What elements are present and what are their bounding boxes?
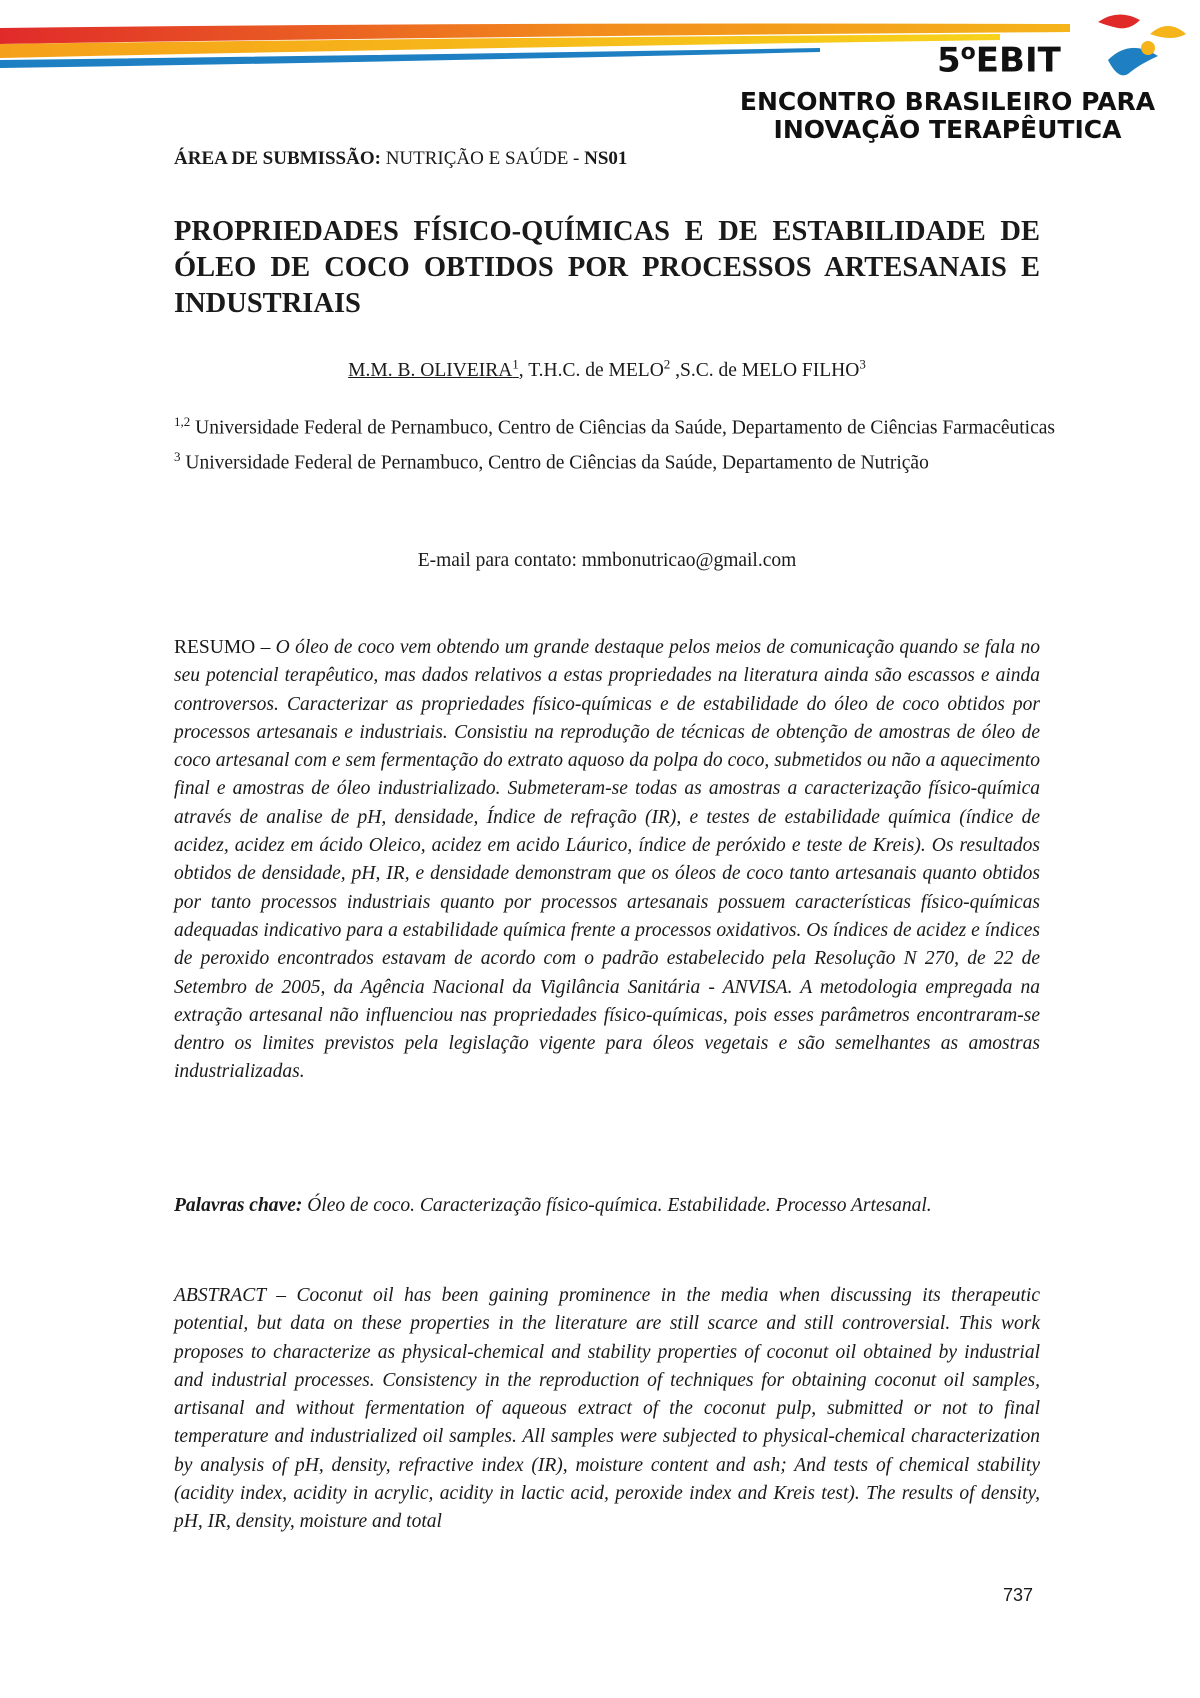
- event-code: 5$^o$EBIT: [937, 40, 1061, 81]
- author-2: , T.H.C. de MELO$^2$: [518, 356, 671, 381]
- affiliation-1: $^{1,2}$ Universidade Federal de Pernambuco, Centro de Ciências da Saúde, Departamento de Ciências Farmacêuticas: [174, 414, 1055, 439]
- ebit-logo-icon: [1098, 14, 1186, 75]
- affiliation-2: $^3$ Universidade Federal de Pernambuco, Centro de Ciências da Saúde, Departamento de Nutrição: [174, 448, 929, 473]
- abstract-lead: ABSTRACT –: [174, 1285, 297, 1306]
- event-name-line1: ENCONTRO BRASILEIRO PARA: [739, 87, 1156, 116]
- abstract: [174, 1282, 1040, 1537]
- abstract-text: Coconut oil has been gaining prominence in the media when discussing its therapeutic potential, but data on these properties in the literature are still scarce and still controversial. This work proposes to characterize as physical-chemical and stability properties of coconut oil obtained by industrial and industrial processes. Consistency in the reproduction of techniques for obtaining coconut oil samples, artisanal and without fermentation of aqueous extract of the coconut pulp, submitted or not to final temperature and industrialized oil samples. All samples were subjected to physical-chemical characterization by analysis of pH, density, refractive index (IR), moisture content and ash; And tests of chemical stability (acidity index, acidity in acrylic, acidity in lactic acid, peroxide index and Kreis test). The results of density, pH, IR, density, moisture and total: [174, 1285, 1040, 1533]
- resumo: [174, 634, 1040, 1087]
- author-1: M.M. B. OLIVEIRA$^1$: [348, 356, 519, 381]
- author-list: [174, 356, 1040, 382]
- contact-email: E-mail para contato: mmbonutricao@gmail.com: [417, 550, 797, 571]
- page-number: 737: [1003, 1585, 1034, 1605]
- resumo-text: O óleo de coco vem obtendo um grande destaque pelos meios de comunicação quando se fala no seu potencial terapêutico, mas dados relativos a estas propriedades na literatura ainda são escassos e ainda controversos. Caracterizar as propriedades físico-químicas e de estabilidade do óleo de coco obtidos por processos artesanais e industriais. Consistiu na reprodução de técnicas de obtenção de amostras de óleo de coco artesanal com e sem fermentação do extrato aquoso da polpa do coco, submetidos ou não a aquecimento final e amostras de óleo industrializado. Submeteram-se todas as amostras a caracterização físico-química através de analise de pH, densidade, Índice de refração (IR), e testes de estabilidade química (índice de acidez, acidez em ácido Oleico, acidez em acido Láurico, índice de peróxido e teste de Kreis). Os resultados obtidos de densidade, pH, IR, e densidade demonstram que os óleos de coco tanto artesanais quanto obtidos por tanto processos industriais quanto por processos artesanais possuem características físico-químicas adequadas indicativo para a estabilidade química frente a processos oxidativos. Os índices de acidez e índices de peroxido encontrados estavam de acordo com o padrão estabelecido pela Resolução N 270, de 22 de Setembro de 2005, da Agência Nacional da Vigilância Sanitária - ANVISA. A metodologia empregada na extração artesanal não influenciou nas propriedades físico-químicas, pois esses parâmetros encontraram-se dentro os limites previstos pela legislação vigente para óleos vegetais e são semelhantes as amostras industrializadas.: [174, 637, 1040, 1083]
- paper-title: PROPRIEDADES FÍSICO-QUÍMICAS E DE ESTABILIDADE DE ÓLEO DE COCO OBTIDOS POR PROCESSOS ARTESANAIS E INDUSTRIAIS: [174, 216, 1040, 319]
- affiliations: [174, 408, 1084, 477]
- event-name-line2: INOVAÇÃO TERAPÊUTICA: [773, 115, 1122, 144]
- keywords: [174, 1192, 1040, 1220]
- author-3: ,S.C. de MELO FILHO$^3$: [670, 356, 866, 381]
- resumo-lead: RESUMO –: [174, 637, 276, 658]
- keywords-label: Palavras chave:: [174, 1195, 303, 1216]
- event-name: [695, 88, 1200, 144]
- keywords-text: Óleo de coco. Caracterização físico-química. Estabilidade. Processo Artesanal.: [302, 1195, 932, 1216]
- submission-area: ÁREA DE SUBMISSÃO: NUTRIÇÃO E SAÚDE - NS01: [174, 148, 628, 169]
